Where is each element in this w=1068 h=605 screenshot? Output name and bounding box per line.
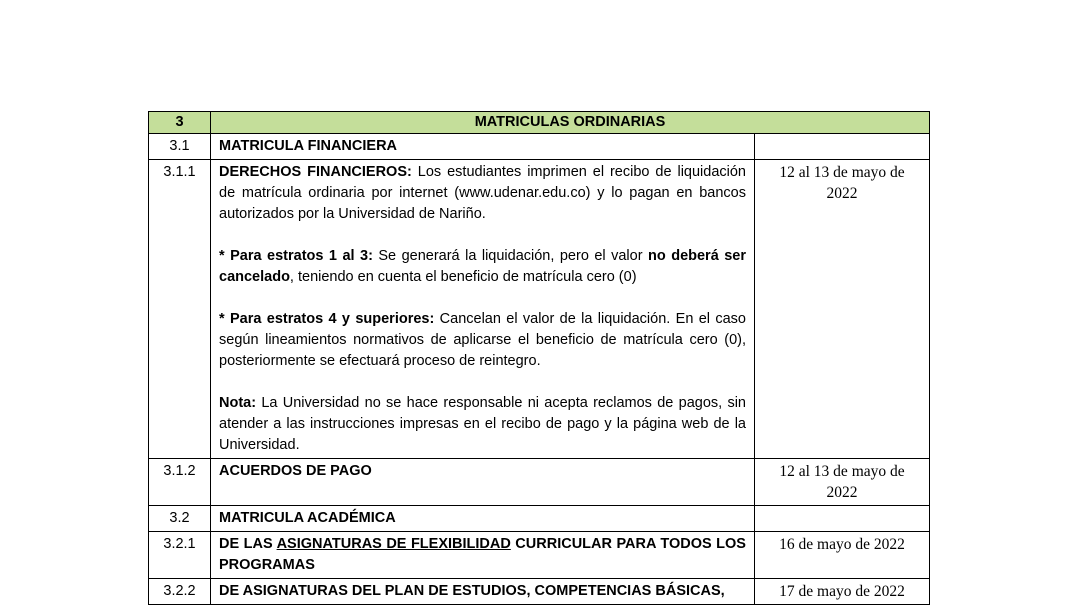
row-number: 3.1.2 — [149, 459, 211, 506]
paragraph-derechos — [219, 162, 746, 225]
row-number: 3.2.2 — [149, 579, 211, 605]
row-number: 3.2.1 — [149, 532, 211, 579]
header-number: 3 — [149, 112, 211, 134]
title-part: DE LAS — [219, 536, 277, 552]
text-estratos-1-3-end: , teniendo en cuenta el beneficio de matrícula cero (0) — [289, 269, 637, 285]
table-row — [149, 506, 930, 532]
row-date: 17 de mayo de 2022 — [755, 579, 930, 605]
schedule-table — [148, 111, 930, 605]
text-estratos-4: Cancelan el valor de la liquidación. En el caso según lineamientos normativos de aplicarse el beneficio de matrícula cero (0), posteriormente se efectuará proceso de reintegro. — [219, 311, 746, 369]
row-number: 3.2 — [149, 506, 211, 532]
row-title — [211, 532, 755, 579]
row-date — [755, 134, 930, 160]
header-title: MATRICULAS ORDINARIAS — [211, 112, 930, 134]
table-row — [149, 134, 930, 160]
paragraph-estratos-4 — [219, 309, 746, 372]
emphasis-no-cancelado: no deberá ser cancelado — [219, 248, 747, 285]
label-derechos: DERECHOS FINANCIEROS: — [219, 164, 412, 180]
paragraph-estratos-1-3 — [219, 246, 746, 288]
text-estratos-1-3: Se generará la liquidación, pero el valor — [372, 248, 649, 264]
label-estratos-4: * Para estratos 4 y superiores: — [219, 311, 435, 327]
row-title: MATRICULA FINANCIERA — [211, 134, 755, 160]
table-row — [149, 160, 930, 459]
title-underlined: ASIGNATURAS DE FLEXIBILIDAD — [276, 536, 511, 552]
paragraph-nota — [219, 393, 746, 456]
label-estratos-1-3: * Para estratos 1 al 3: — [219, 248, 373, 264]
row-date: 16 de mayo de 2022 — [755, 532, 930, 579]
table-row — [149, 579, 930, 605]
row-number: 3.1 — [149, 134, 211, 160]
row-date — [755, 506, 930, 532]
table-row — [149, 459, 930, 506]
row-title: ACUERDOS DE PAGO — [211, 459, 755, 506]
table-row — [149, 532, 930, 579]
row-description — [211, 160, 755, 459]
label-nota: Nota: — [219, 395, 257, 411]
row-number: 3.1.1 — [149, 160, 211, 459]
row-title: MATRICULA ACADÉMICA — [211, 506, 755, 532]
row-date: 12 al 13 de mayo de 2022 — [755, 459, 930, 506]
text-derechos: Los estudiantes imprimen el recibo de liquidación de matrícula ordinaria por internet (www.udenar.edu.co) y lo pagan en bancos autorizados por la Universidad de Nariño. — [219, 164, 746, 222]
title-part: CURRICULAR PARA TODOS LOS PROGRAMAS — [219, 536, 746, 573]
row-title: DE ASIGNATURAS DEL PLAN DE ESTUDIOS, COMPETENCIAS BÁSICAS, — [211, 579, 755, 605]
text-nota: La Universidad no se hace responsable ni acepta reclamos de pagos, sin atender a las instrucciones impresas en el recibo de pago y la página web de la Universidad. — [219, 395, 746, 453]
row-date: 12 al 13 de mayo de 2022 — [755, 160, 930, 459]
table-header-row — [149, 112, 930, 134]
